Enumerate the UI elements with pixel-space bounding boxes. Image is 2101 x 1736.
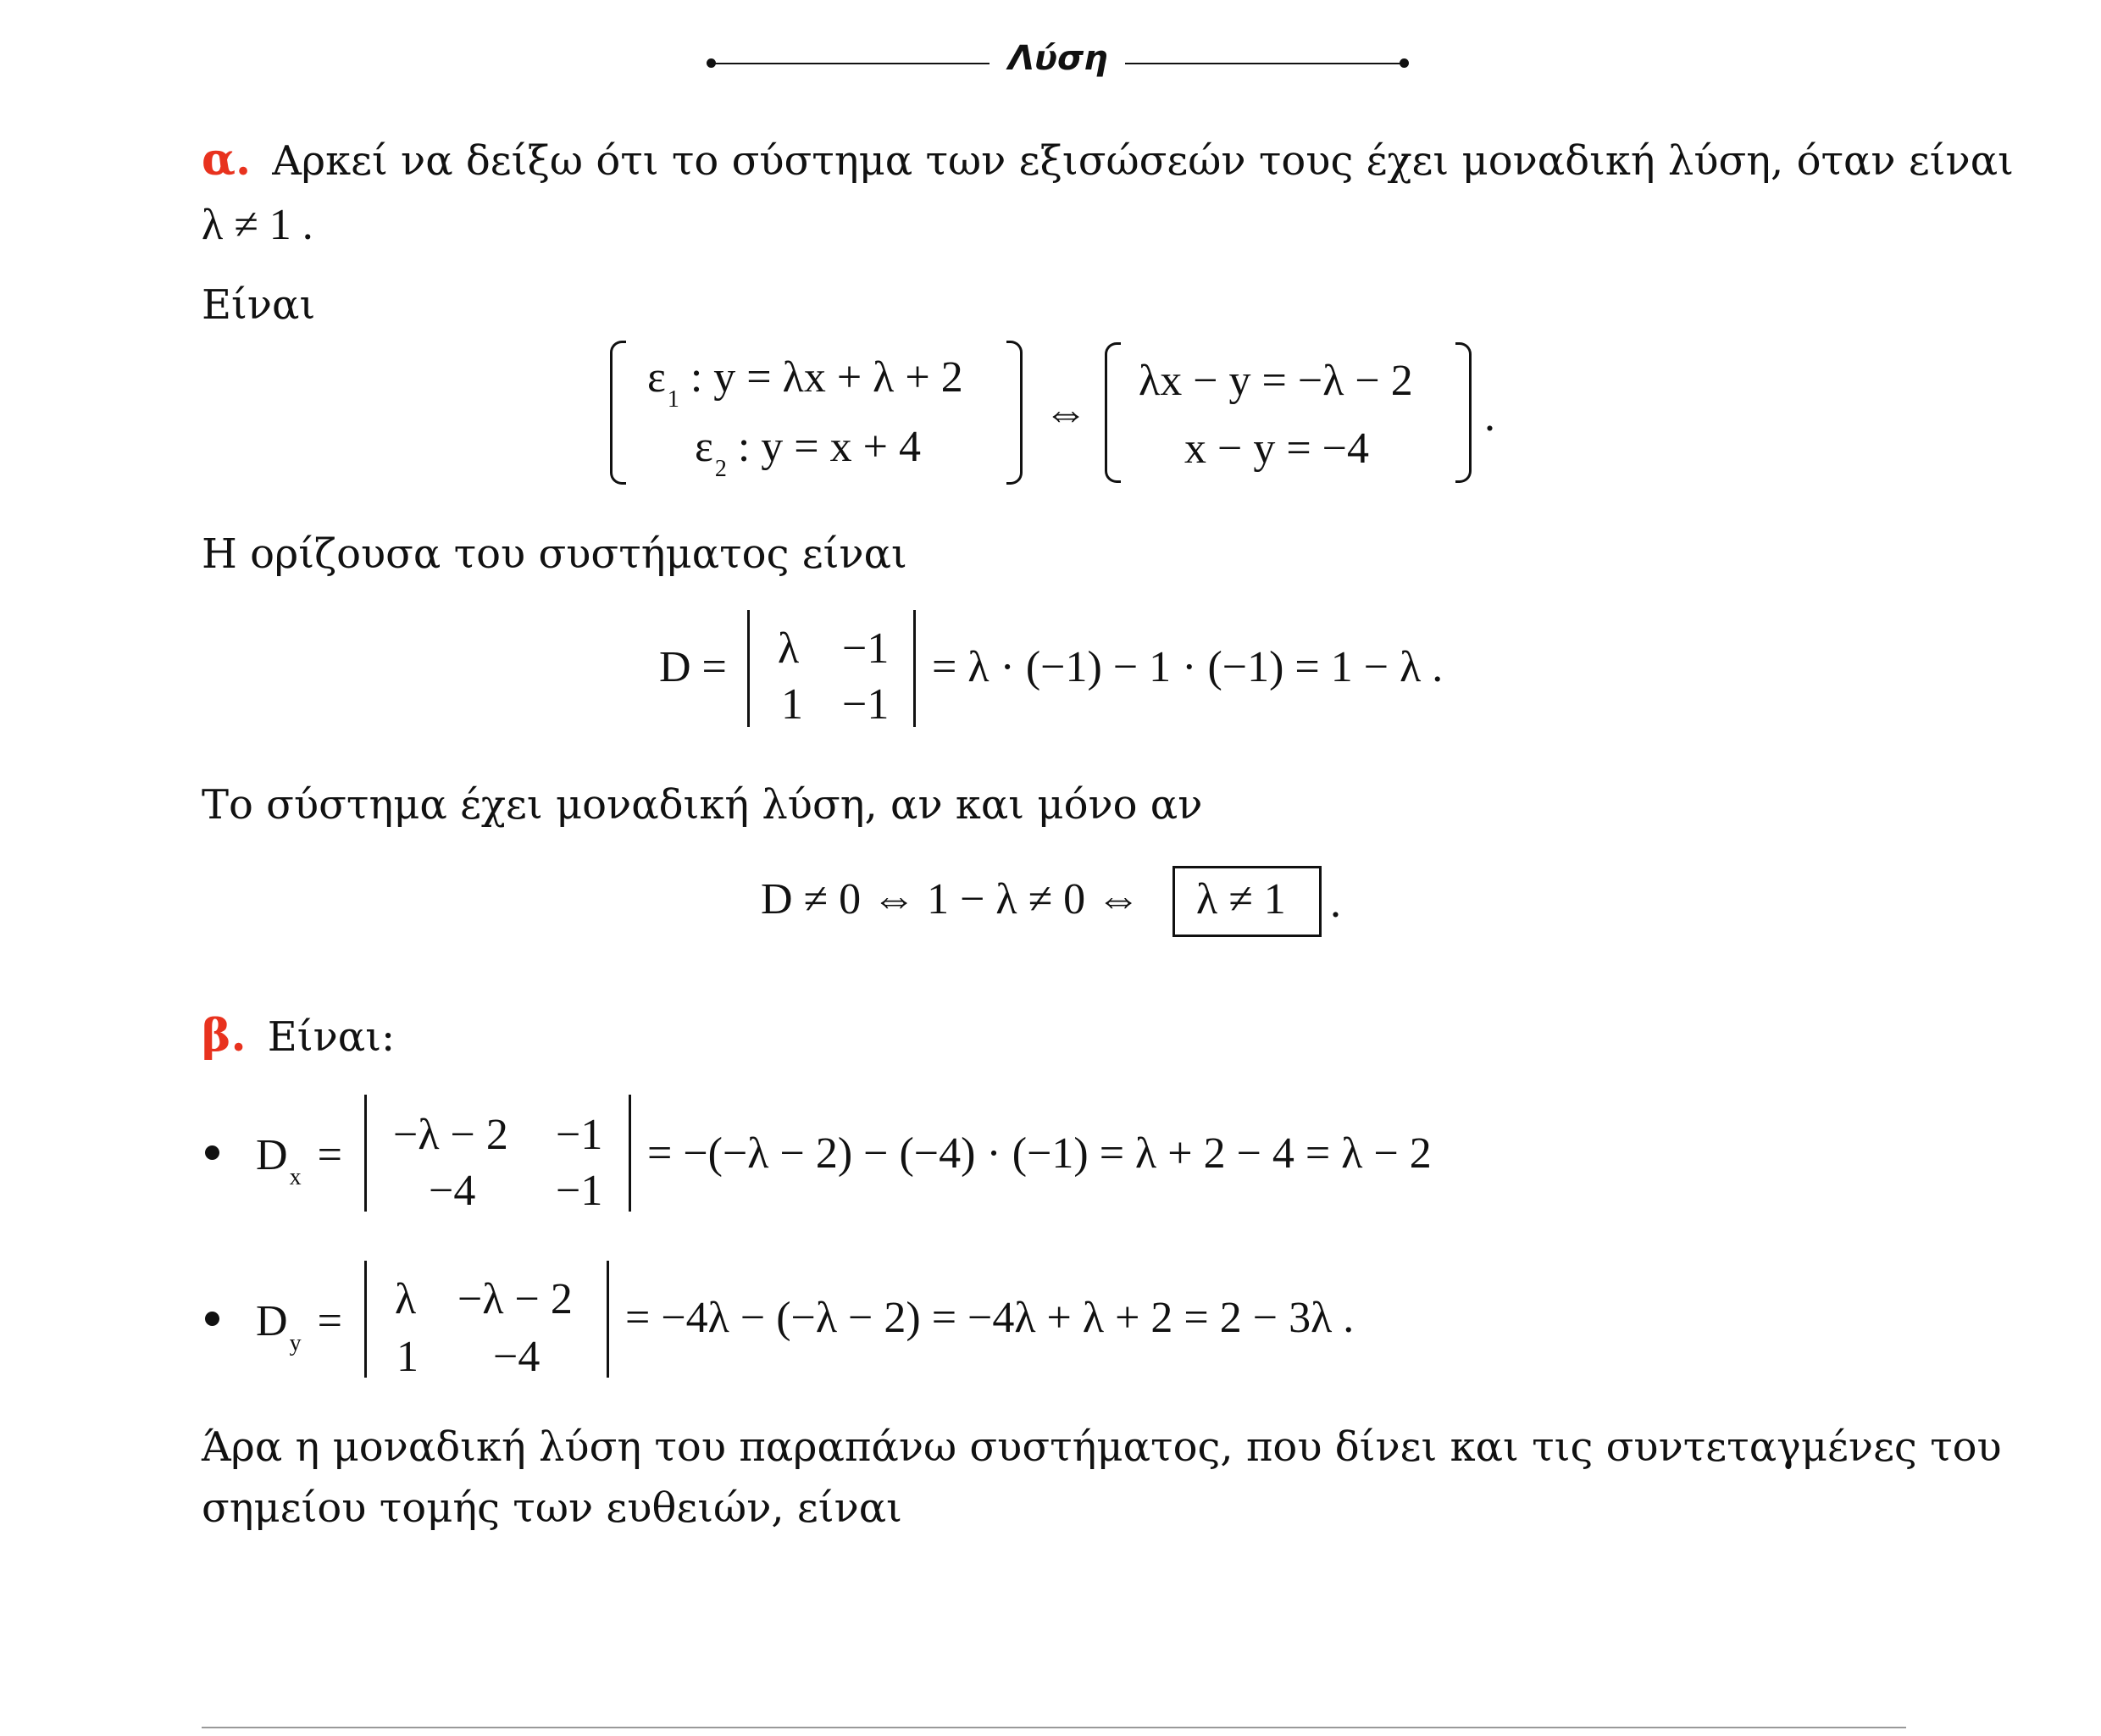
det-d-a21: 1 — [781, 680, 803, 729]
bullet-dy — [205, 1312, 219, 1326]
bullet-dx — [205, 1145, 219, 1160]
header-left-rule — [712, 63, 990, 64]
conclusion-line1: Άρα η μοναδική λύση του παραπάνω συστήματος, που δίνει και τις συντεταγμένες του — [202, 1423, 2002, 1471]
dy-a12: −λ − 2 — [457, 1275, 573, 1323]
dx-a22: −1 — [556, 1167, 603, 1215]
part-b-marker: β. — [202, 1010, 247, 1062]
system-end-period: . — [1484, 392, 1495, 441]
det-d-right-bar — [913, 610, 916, 727]
system-left-close-brace — [1006, 341, 1023, 485]
condition-lhs: D ≠ 0 ⇔ 1 − λ ≠ 0 ⇔ — [761, 875, 1141, 923]
dy-a11: λ — [395, 1275, 417, 1323]
dx-a11: −λ − 2 — [393, 1111, 508, 1159]
system-equivalence: ⇔ — [1044, 389, 1088, 437]
condition-boxed-value: λ ≠ 1 — [1196, 875, 1286, 923]
dy-lhs: $D_y$ = — [256, 1297, 342, 1356]
part-a-intro — [202, 134, 2014, 186]
dx-a12: −1 — [556, 1111, 603, 1159]
footer-rule — [202, 1727, 1906, 1728]
det-d-a11: λ — [778, 624, 800, 673]
system-left-eq2: $\varepsilon_2$ : y = x + 4 — [695, 423, 921, 482]
section-title: Λύση — [1008, 39, 1108, 78]
system-right-close-brace — [1455, 342, 1472, 483]
system-right-eq2: x − y = −4 — [1184, 424, 1369, 473]
dy-a21: 1 — [396, 1333, 419, 1381]
system-left-eq1: $\varepsilon_1$ : y = λx + λ + 2 — [647, 353, 963, 413]
header-right-rule — [1125, 63, 1405, 64]
part-b-label: Είναι: — [267, 1013, 396, 1061]
dx-left-bar — [364, 1095, 367, 1212]
system-left-open-brace — [610, 341, 626, 485]
det-d-a12: −1 — [842, 624, 890, 673]
dx-a21: −4 — [429, 1167, 476, 1215]
system-right-open-brace — [1105, 342, 1121, 483]
determinant-intro: Η ορίζουσα του συστήματος είναι — [202, 530, 907, 578]
det-d-left-bar — [747, 610, 750, 727]
header-right-dot — [1400, 58, 1409, 68]
conclusion-line2: σημείου τομής των ευθειών, είναι — [202, 1484, 902, 1532]
part-a-intro-line2: λ ≠ 1 . — [202, 201, 313, 249]
dy-rhs: = −4λ − (−λ − 2) = −4λ + λ + 2 = 2 − 3λ . — [625, 1294, 1355, 1342]
part-b-heading — [202, 1010, 395, 1062]
dy-a22: −4 — [493, 1333, 540, 1381]
part-a-marker: α. — [202, 134, 252, 186]
dy-right-bar — [607, 1261, 609, 1378]
system-right-eq1: λx − y = −λ − 2 — [1139, 357, 1413, 405]
dy-left-bar — [364, 1261, 367, 1378]
dx-lhs: $D_x$ = — [256, 1131, 342, 1190]
unique-solution-intro: Το σύστημα έχει μοναδική λύση, αν και μόνο αν — [202, 781, 1203, 829]
det-d-rhs: = λ · (−1) − 1 · (−1) = 1 − λ . — [932, 643, 1444, 691]
dx-right-bar — [629, 1095, 631, 1212]
dx-rhs: = −(−λ − 2) − (−4) · (−1) = λ + 2 − 4 = λ − 2 — [647, 1129, 1432, 1178]
label-einai: Είναι — [202, 281, 316, 329]
det-d-a22: −1 — [842, 680, 890, 729]
det-d-lhs: D = — [659, 643, 727, 691]
condition-end-period: . — [1330, 879, 1341, 927]
part-a-intro-line1: Αρκεί να δείξω ότι το σύστημα των εξισώσεών τους έχει μοναδική λύση, όταν είναι — [272, 137, 2014, 185]
